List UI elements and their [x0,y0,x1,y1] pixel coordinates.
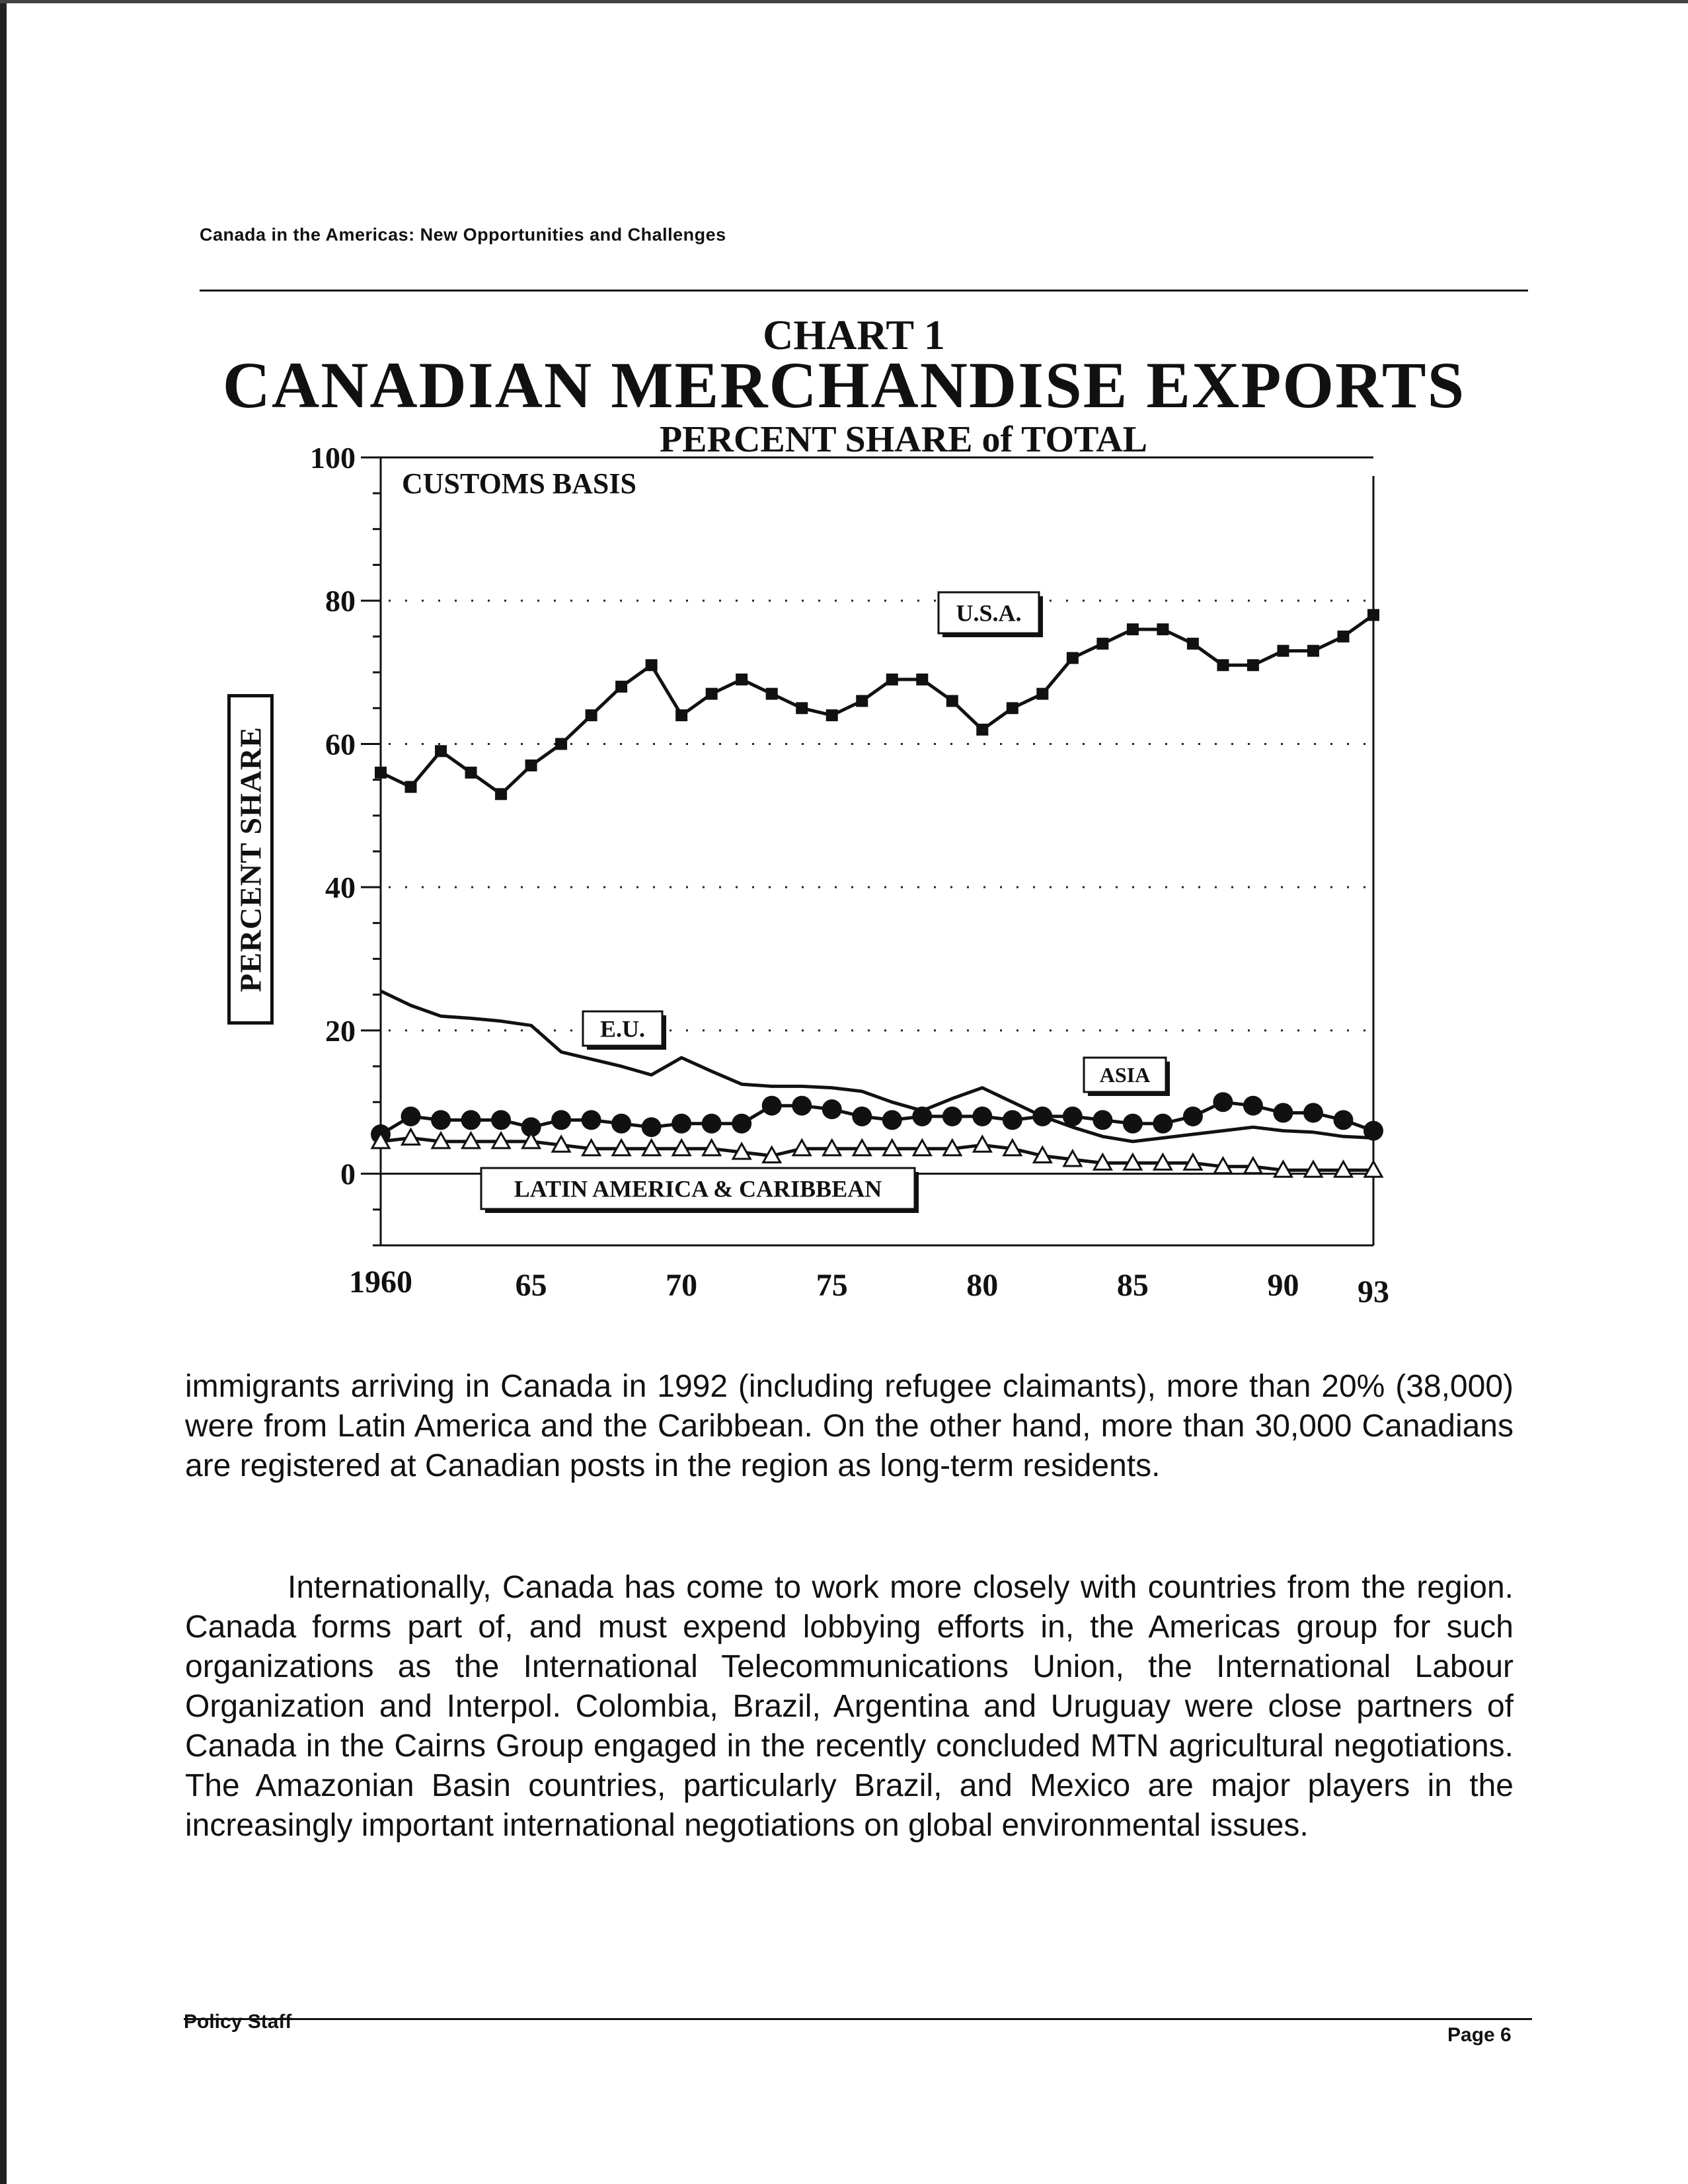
asia-point [942,1107,962,1126]
usa-point [465,767,477,779]
usa-point [615,681,627,693]
usa-point [675,709,687,721]
asia-point [582,1110,601,1130]
usa-point [525,760,537,771]
customs-basis-label: CUSTOMS BASIS [402,467,636,500]
usa-point [495,788,507,800]
asia-point [1273,1103,1293,1123]
body-paragraph-1: immigrants arriving in Canada in 1992 (including refugee claimants), more than 20% (38,000) were from Latin America and the Caribbean. On the other hand, more than 30,000 Canadians are registered at Canadian posts in the region as long-term residents. [185,1369,1514,1483]
usa-point [1036,688,1048,700]
x-tick-label: 93 [1358,1274,1389,1309]
usa-point [706,688,718,700]
usa-point [1337,631,1349,643]
usa-point [736,674,748,685]
asia-point [1243,1096,1263,1116]
usa-label: U.S.A. [956,600,1022,627]
asia-point [1093,1110,1112,1130]
asia-point [702,1114,722,1134]
asia-point [1363,1121,1383,1141]
usa-point [1187,638,1199,650]
chart-number: CHART 1 [763,311,945,358]
x-tick-label: 70 [666,1268,698,1303]
asia-point [1003,1110,1022,1130]
asia-point [732,1114,751,1134]
asia-point [461,1110,481,1130]
asia-point [431,1110,451,1130]
latam-label: LATIN AMERICA & CARIBBEAN [514,1175,882,1202]
y-tick-label: 40 [325,871,356,905]
usa-point [916,674,928,685]
x-tick-label: 65 [515,1268,547,1303]
asia-point [1063,1107,1083,1126]
usa-point [826,709,838,721]
usa-point [1096,638,1108,650]
asia-point [611,1114,631,1134]
eu-label: E.U. [599,1015,646,1042]
usa-point [766,688,778,700]
x-tick-label: 90 [1267,1268,1299,1303]
asia-point [642,1117,662,1137]
usa-point [1247,659,1259,671]
usa-point [1367,609,1379,621]
usa-point [405,781,417,793]
asia-point [1213,1092,1233,1112]
x-tick-label: 1960 [349,1265,412,1300]
usa-point [1067,652,1079,664]
usa-point [375,767,387,779]
asia-point [1183,1107,1203,1126]
asia-point [852,1107,872,1126]
y-tick-label: 80 [325,584,356,618]
usa-point [646,659,658,671]
latam-point [974,1136,991,1151]
x-tick-label: 80 [966,1268,999,1303]
footer-rule [184,2018,1532,2020]
asia-point [401,1107,421,1126]
asia-point [1153,1114,1172,1134]
asia-point [1123,1114,1143,1134]
usa-point [946,695,958,707]
footer-left: Policy Staff [184,2011,292,2033]
usa-point [1277,645,1289,657]
asia-point [1303,1103,1323,1123]
asia-point [882,1110,902,1130]
asia-point [762,1096,782,1116]
usa-point [1217,659,1229,671]
x-tick-label: 85 [1116,1268,1149,1303]
x-tick-label: 75 [816,1268,848,1303]
usa-point [1307,645,1319,657]
asia-point [671,1114,691,1134]
usa-point [886,674,898,685]
asia-point [912,1107,932,1126]
usa-point [586,709,597,721]
asia-point [792,1096,812,1116]
usa-point [1127,623,1139,635]
asia-point [1333,1110,1353,1130]
y-tick-label: 60 [325,727,356,761]
asia-label: ASIA [1099,1063,1151,1087]
asia-point [972,1107,992,1126]
asia-point [551,1110,571,1130]
usa-point [856,695,868,707]
page-number: Page 6 [1447,2024,1512,2046]
y-tick-label: 0 [340,1157,356,1191]
chart-subtitle: PERCENT SHARE of TOTAL [659,419,1148,460]
latam-point [403,1129,420,1144]
usa-point [1007,702,1018,714]
usa-point [435,745,447,757]
usa-point [796,702,808,714]
body-paragraph-2: Internationally, Canada has come to work more closely with countries from the region. Canada forms part of, and must expend lobbying efforts in, the Americas group for such organizations as the International Telecommunications Union, the International Labour Organization and Interpol. Colombia, Brazil, Argentina and Uruguay were close partners of Canada in the Cairns Group engaged in the recently concluded MTN agricultural negotiations. The Amazonian Basin countries, particularly Brazil, and Mexico are major players in the increasingly important international negotiations on global environmental issues. [185,1570,1514,1843]
y-tick-label: 100 [310,441,356,475]
asia-point [491,1110,511,1130]
asia-point [822,1099,842,1119]
usa-point [555,738,567,750]
running-head: Canada in the Americas: New Opportunities and Challenges [200,225,726,245]
usa-point [976,724,988,736]
y-tick-label: 20 [325,1013,356,1048]
asia-point [1032,1107,1052,1126]
y-axis-label: PERCENT SHARE [233,726,268,992]
usa-point [1157,623,1169,635]
chart-title: CANADIAN MERCHANDISE EXPORTS [222,348,1466,422]
